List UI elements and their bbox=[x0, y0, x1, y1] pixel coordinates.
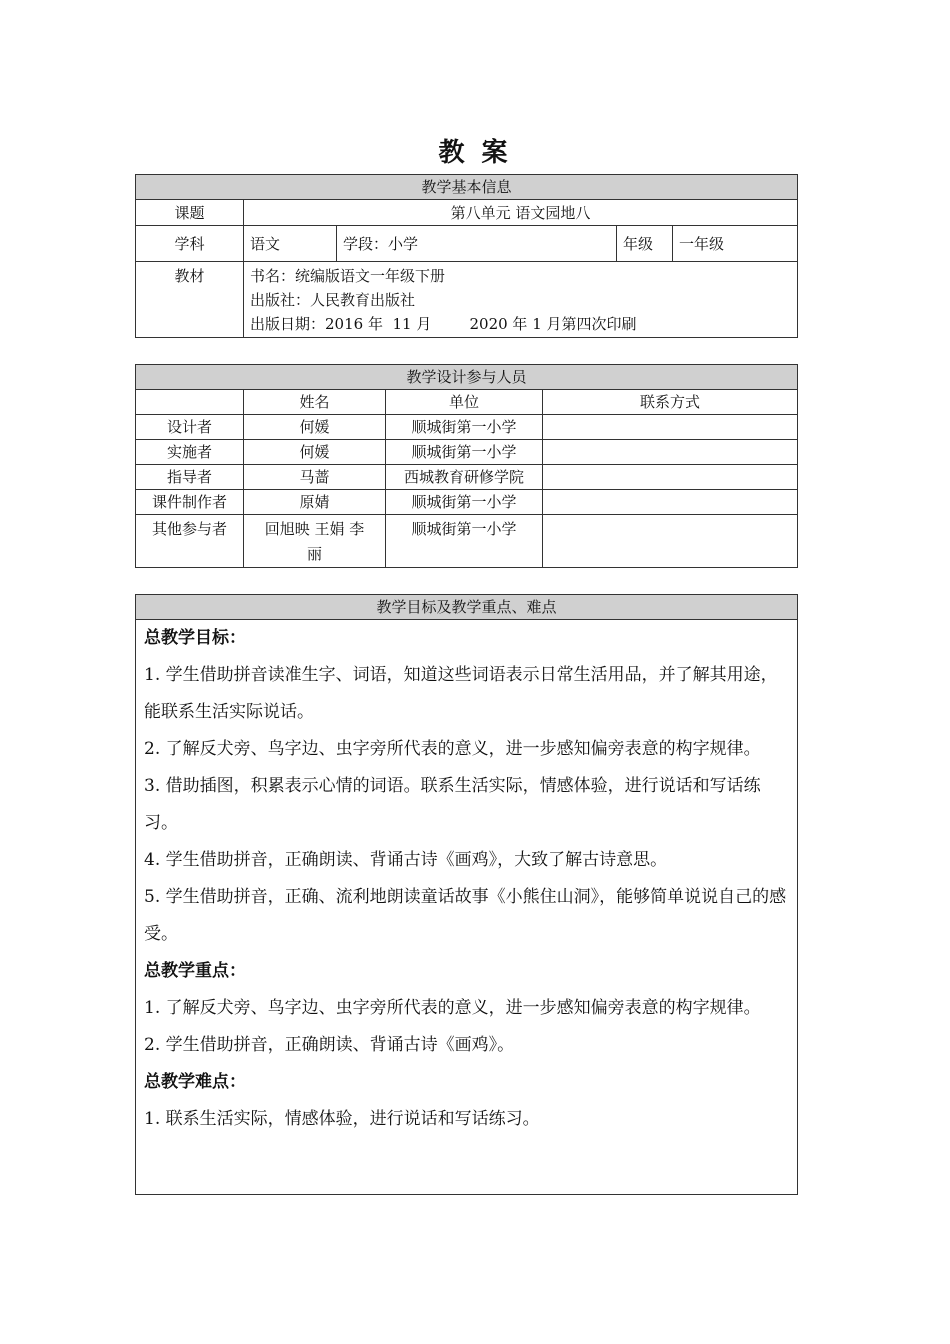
staff-name: 回旭映 王娟 李丽 bbox=[244, 515, 386, 568]
subject-label: 学科 bbox=[136, 226, 244, 262]
key-item: 2. 学生借助拼音，正确朗读、背诵古诗《画鸡》。 bbox=[144, 1035, 515, 1055]
goal-item: 5. 学生借助拼音，正确、流利地朗读童话故事《小熊住山洞》，能够简单说说自己的感受。 bbox=[144, 887, 787, 944]
staff-name: 马蔷 bbox=[244, 465, 386, 490]
objectives-header: 教学目标及教学重点、难点 bbox=[136, 595, 798, 620]
staff-unit: 顺城街第一小学 bbox=[386, 415, 543, 440]
goal-item: 1. 学生借助拼音读准生字、词语，知道这些词语表示日常生活用品，并了解其用途，能联系生活实际说话。 bbox=[144, 665, 778, 722]
staff-unit: 顺城街第一小学 bbox=[386, 440, 543, 465]
key-item: 1. 了解反犬旁、鸟字边、虫字旁所代表的意义，进一步感知偏旁表意的构字规律。 bbox=[144, 998, 761, 1018]
table-row bbox=[136, 415, 798, 440]
staff-contact bbox=[543, 440, 798, 465]
staff-table bbox=[135, 364, 798, 568]
col-header-unit: 单位 bbox=[386, 390, 543, 415]
stage-value: 学段：小学 bbox=[337, 226, 617, 262]
staff-unit: 西城教育研修学院 bbox=[386, 465, 543, 490]
staff-contact bbox=[543, 415, 798, 440]
publish-date: 出版日期：2016 年 11 月 2020 年 1 月第四次印刷 bbox=[250, 315, 637, 333]
col-header-name: 姓名 bbox=[244, 390, 386, 415]
goal-item: 2. 了解反犬旁、鸟字边、虫字旁所代表的意义，进一步感知偏旁表意的构字规律。 bbox=[144, 739, 761, 759]
table-row bbox=[136, 515, 798, 568]
staff-role: 指导者 bbox=[136, 465, 244, 490]
staff-contact bbox=[543, 490, 798, 515]
subject-value: 语文 bbox=[244, 226, 337, 262]
difficulty-title: 总教学难点： bbox=[144, 1072, 246, 1092]
textbook-info bbox=[244, 262, 798, 338]
difficulty-item: 1. 联系生活实际，情感体验，进行说话和写话练习。 bbox=[144, 1109, 540, 1129]
objectives-body bbox=[136, 620, 798, 1195]
staff-header: 教学设计参与人员 bbox=[136, 365, 798, 390]
textbook-label: 教材 bbox=[136, 262, 244, 338]
staff-name: 原婧 bbox=[244, 490, 386, 515]
basic-info-header: 教学基本信息 bbox=[136, 175, 798, 200]
table-row bbox=[136, 490, 798, 515]
staff-name: 何媛 bbox=[244, 415, 386, 440]
basic-info-table bbox=[135, 174, 798, 338]
book-name: 书名：统编版语文一年级下册 bbox=[250, 267, 446, 285]
staff-role: 设计者 bbox=[136, 415, 244, 440]
key-title: 总教学重点： bbox=[144, 961, 246, 981]
topic-label: 课题 bbox=[136, 200, 244, 226]
goal-item: 4. 学生借助拼音，正确朗读、背诵古诗《画鸡》，大致了解古诗意思。 bbox=[144, 850, 668, 870]
staff-contact bbox=[543, 465, 798, 490]
objectives-table bbox=[135, 594, 798, 1195]
staff-unit: 顺城街第一小学 bbox=[386, 515, 543, 568]
col-header-contact: 联系方式 bbox=[543, 390, 798, 415]
staff-role: 实施者 bbox=[136, 440, 244, 465]
staff-role: 课件制作者 bbox=[136, 490, 244, 515]
staff-name: 何媛 bbox=[244, 440, 386, 465]
staff-role: 其他参与者 bbox=[136, 515, 244, 568]
table-row bbox=[136, 465, 798, 490]
page-title: 教 案 bbox=[438, 138, 512, 168]
col-header bbox=[136, 390, 244, 415]
staff-unit: 顺城街第一小学 bbox=[386, 490, 543, 515]
table-row bbox=[136, 440, 798, 465]
staff-contact bbox=[543, 515, 798, 568]
topic-value: 第八单元 语文园地八 bbox=[244, 200, 798, 226]
goal-item: 3. 借助插图，积累表示心情的词语。联系生活实际，情感体验，进行说话和写话练习。 bbox=[144, 776, 761, 833]
grade-value: 一年级 bbox=[673, 226, 798, 262]
goals-title: 总教学目标： bbox=[144, 628, 246, 648]
grade-label: 年级 bbox=[617, 226, 673, 262]
publisher: 出版社：人民教育出版社 bbox=[250, 291, 416, 309]
